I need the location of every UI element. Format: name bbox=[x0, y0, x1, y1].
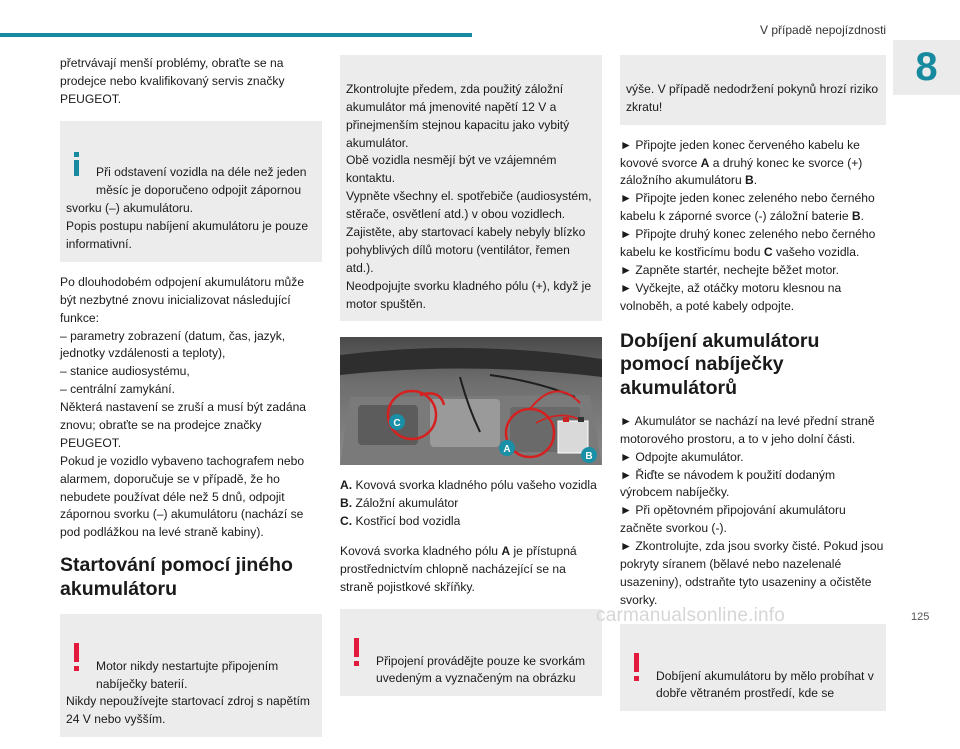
engine-bay-photo bbox=[340, 337, 602, 465]
watermark: carmanualsonline.info bbox=[596, 605, 786, 626]
column-2 bbox=[340, 55, 602, 708]
step-item: ► Akumulátor se nachází na levé přední straně motorového prostoru, a to v jeho dolní části. bbox=[620, 413, 875, 446]
step-item: ► Zapněte startér, nechejte běžet motor. bbox=[620, 262, 840, 277]
legend-item: C. Kostřicí bod vozidla bbox=[340, 514, 461, 529]
info-icon bbox=[66, 148, 90, 188]
step-item: ► Odpojte akumulátor. bbox=[620, 449, 744, 464]
jump-start-steps bbox=[620, 137, 886, 316]
header-accent-bar bbox=[0, 33, 472, 37]
section-heading-jump-start: Startování pomocí jiného akumulátoru bbox=[60, 554, 293, 601]
warning-terminals-text: Připojení provádějte pouze ke svorkám uvedeným a vyznačeným na obrázku bbox=[376, 653, 586, 686]
warning-continuation-box bbox=[620, 55, 886, 125]
warning-icon bbox=[346, 636, 370, 676]
step-item: ► Řiďte se návodem k použití dodaným výrobcem nabíječky. bbox=[620, 467, 836, 500]
precheck-text: Zkontrolujte předem, zda použitý záložní akumulátor má jmenovité napětí 12 V a přinejmenším stejnou kapacitu jako vybitý akumulátor. Obě vozidla nesmějí být ve vzájemném kontaktu. Vypněte všechny el. spotřebiče (audiosystém, stěrače, osvětlení atd.) v obou vozidlech. Zajistěte, aby startovací kabely nebyly blízko pohyblivých dílů motoru (ventilátor, řemen atd.). Neodpojujte svorku kladného pólu (+), když je motor spuštěn. bbox=[346, 81, 592, 311]
marker-a-label: A bbox=[503, 444, 511, 456]
legend-item: A. Kovová svorka kladného pólu vašeho vozidla bbox=[340, 478, 597, 493]
section-heading-charging: Dobíjení akumulátoru pomocí nabíječky akumulátorů bbox=[620, 329, 820, 400]
info-box bbox=[60, 121, 322, 262]
marker-b-label: B bbox=[585, 451, 593, 463]
reinit-paragraph: Po dlouhodobém odpojení akumulátoru může být nezbytné znovu inicializovat následující funkce: – parametry zobrazení (datum, čas, jazyk, jednotky vzdálenosti a teploty), – stanice audiosystému, – centrální zamykání. Některá nastavení se zruší a musí být zadána znovu; obraťte se na prodejce značky PEUGEOT. Pokud je vozidlo vybaveno tachografem nebo alarmem, doporučuje se v případě, že ho nebudete používat déle než 5 dnů, odpojit zápornou svorku (–) akumulátoru (nachází se pod podlážkou na levé straně kabiny). bbox=[60, 274, 307, 540]
step-item: ► Připojte jeden konec zeleného nebo černého kabelu k záporné svorce (-) záložní baterie B. bbox=[620, 191, 875, 224]
figure-legend bbox=[340, 477, 602, 531]
terminal-access-paragraph: Kovová svorka kladného pólu A je přístupná prostřednictvím chlopně nacházející se na straně pojistkové skříňky. bbox=[340, 544, 577, 594]
warning-box-terminals bbox=[340, 609, 602, 697]
section-title: V případě nepojízdnosti bbox=[760, 23, 887, 37]
step-item: ► Připojte druhý konec zeleného nebo černého kabelu ke kostřicímu bodu C vašeho vozidla. bbox=[620, 227, 876, 260]
charging-steps bbox=[620, 413, 886, 610]
warning-icon bbox=[66, 641, 90, 681]
info-box-text: Při odstavení vozidla na déle než jeden měsíc je doporučeno odpojit zápornou svorku (–) akumulátoru. Popis postupu nabíjení akumulátoru je pouze informativní. bbox=[66, 165, 309, 252]
precheck-box bbox=[340, 55, 602, 321]
step-item: ► Připojte jeden konec červeného kabelu ke kovové svorce A a druhý konec ke svorce (+) záložního akumulátoru B. bbox=[620, 137, 863, 188]
warning-box-text: Motor nikdy nestartujte připojením nabíječky baterií. Nikdy nepoužívejte startovací zdroj s napětím 24 V nebo vyšším. bbox=[66, 658, 311, 727]
marker-c-label: C bbox=[393, 418, 401, 430]
legend-item: B. Záložní akumulátor bbox=[340, 496, 459, 511]
page-number: 125 bbox=[911, 611, 930, 623]
intro-paragraph: přetrvávají menší problémy, obraťte se na prodejce nebo kvalifikovaný servis značky PEUGEOT. bbox=[60, 56, 285, 106]
warning-box bbox=[60, 614, 322, 737]
warning-continuation-text: výše. V případě nedodržení pokynů hrozí riziko zkratu! bbox=[626, 81, 879, 114]
step-item: ► Vyčkejte, až otáčky motoru klesnou na volnoběh, a poté kabely odpojte. bbox=[620, 280, 842, 313]
chapter-tab bbox=[893, 40, 960, 95]
column-1 bbox=[60, 55, 322, 749]
booster-battery bbox=[558, 421, 588, 453]
step-item: ► Zkontrolujte, zda jsou svorky čisté. Pokud jsou pokryty síranem (bělavé nebo nazelenalé usazeniny), odstraňte tyto usazeniny a očistěte svorky. bbox=[620, 539, 884, 607]
chapter-number: 8 bbox=[915, 45, 938, 89]
warning-box-ventilation bbox=[620, 624, 886, 712]
warning-ventilation-text: Dobíjení akumulátoru by mělo probíhat v dobře větraném prostředí, kde se bbox=[656, 668, 874, 701]
warning-icon bbox=[626, 651, 650, 691]
step-item: ► Při opětovném připojování akumulátoru začněte svorkou (-). bbox=[620, 503, 846, 536]
